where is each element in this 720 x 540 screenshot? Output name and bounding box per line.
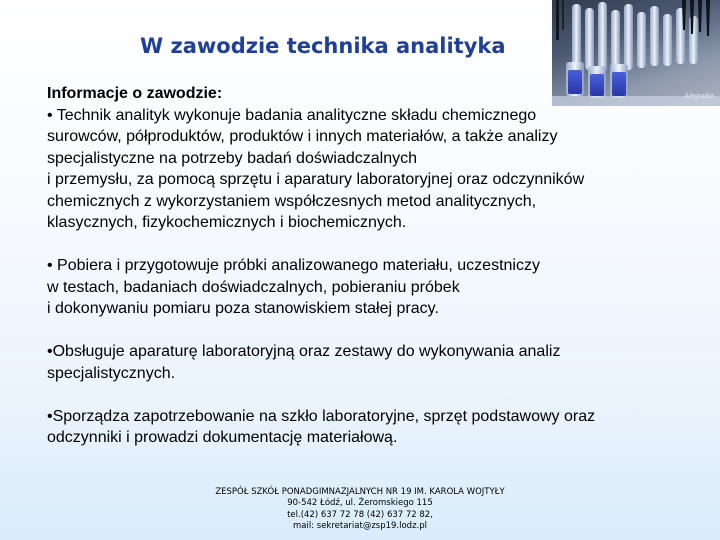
paragraph-line: • Technik analityk wykonuje badania analityczne składu chemicznego bbox=[47, 106, 537, 124]
paragraph-line: chemicznych z wykorzystaniem współczesnych metod analitycznych, bbox=[47, 192, 537, 210]
paragraph-line: klasycznych, fizykochemicznych i biochemicznych. bbox=[47, 214, 407, 231]
paragraph-line: •Sporządza zapotrzebowanie na szkło laboratoryjne, sprzęt podstawowy oraz bbox=[47, 407, 596, 425]
photo-watermark: Alegratka bbox=[684, 93, 714, 100]
paragraph-line: i przemysłu, za pomocą sprzętu i aparatury laboratoryjnej oraz odczynników bbox=[47, 171, 585, 188]
paragraph-line: i dokonywaniu pomiaru poza stanowiskiem stałej pracy. bbox=[47, 300, 439, 317]
footer-phone: tel.(42) 637 72 78 (42) 637 72 82, bbox=[287, 509, 433, 520]
footer-email: mail: sekretariat@zsp19.lodz.pl bbox=[292, 520, 428, 531]
paragraph-documentation bbox=[47, 406, 687, 449]
footer-school-name: ZESPÓŁ SZKÓŁ PONADGIMNAZJALNYCH NR 19 IM. KAROLA WOJTYŁY bbox=[215, 487, 505, 497]
paragraph-line: •Obsługuje aparaturę laboratoryjną oraz zestawy do wykonywania analiz bbox=[47, 343, 561, 360]
paragraph-equipment bbox=[47, 341, 687, 384]
slide-title: W zawodzie technika analityka bbox=[140, 34, 506, 58]
paragraph-line: specjalistycznych. bbox=[47, 364, 176, 382]
paragraph-line: odczynniki i prowadzi dokumentację materiałową. bbox=[47, 429, 398, 446]
paragraph-sampling bbox=[47, 255, 687, 320]
paragraph-line: w testach, badaniach doświadczalnych, pobieraniu próbek bbox=[47, 278, 460, 296]
school-footer bbox=[0, 487, 720, 532]
paragraph-line: • Pobiera i przygotowuje próbki analizowanego materiału, uczestniczy bbox=[47, 257, 540, 274]
paragraph-line: surowców, półproduktów, produktów i innych materiałów, a także analizy bbox=[47, 128, 558, 145]
section-heading: Informacje o zawodzie: bbox=[47, 85, 223, 102]
footer-address: 90-542 Łódź, ul. Żeromskiego 115 bbox=[287, 498, 433, 509]
paragraph-job-description bbox=[47, 105, 687, 234]
paragraph-line: specjalistyczne na potrzeby badań doświadczalnych bbox=[47, 149, 417, 167]
slide-content bbox=[47, 83, 687, 449]
